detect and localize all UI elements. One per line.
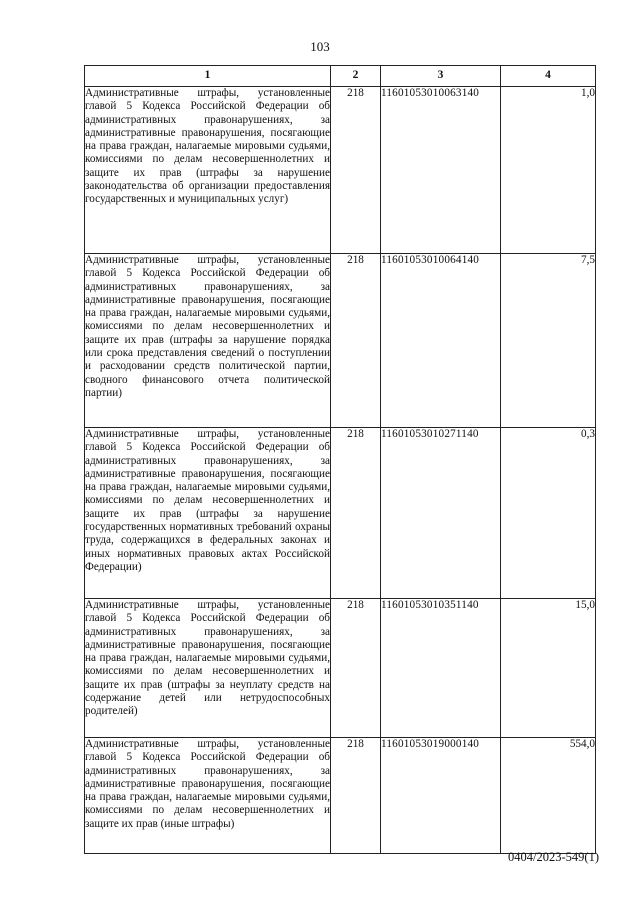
row-description: Административные штрафы, установленные главой 5 Кодекса Российской Федерации об административных правонарушениях, за административные правонарушения, посягающие на права граждан, налагаемые мировыми судьями, комиссиями по делам несовершеннолетних и защите их прав (иные штрафы) — [85, 738, 331, 854]
row-amount: 7,5 — [501, 254, 596, 428]
table-row — [85, 254, 596, 428]
row-amount: 554,0 — [501, 738, 596, 854]
row-amount: 15,0 — [501, 599, 596, 738]
table-row — [85, 87, 596, 254]
row-admin-code: 218 — [331, 428, 381, 599]
row-admin-code: 218 — [331, 87, 381, 254]
column-header-3: 3 — [381, 66, 501, 87]
column-header-4: 4 — [501, 66, 596, 87]
row-amount: 0,3 — [501, 428, 596, 599]
row-kbk-code: 11601053019000140 — [381, 738, 501, 854]
column-header-1: 1 — [85, 66, 331, 87]
budget-revenue-table — [84, 65, 596, 854]
row-admin-code: 218 — [331, 738, 381, 854]
row-kbk-code: 11601053010063140 — [381, 87, 501, 254]
table-row — [85, 428, 596, 599]
table-row — [85, 599, 596, 738]
row-description: Административные штрафы, установленные главой 5 Кодекса Российской Федерации об административных правонарушениях, за административные правонарушения, посягающие на права граждан, налагаемые мировыми судьями, комиссиями по делам несовершеннолетних и защите их прав (штрафы за неуплату средств на содержание детей или нетрудоспособных родителей) — [85, 599, 331, 738]
page-number: 103 — [310, 39, 330, 54]
row-description: Административные штрафы, установленные главой 5 Кодекса Российской Федерации об административных правонарушениях, за административные правонарушения, посягающие на права граждан, налагаемые мировыми судьями, комиссиями по делам несовершеннолетних и защите их прав (штрафы за нарушение порядка или срока представления сведений о поступлении и расходовании средств политической партии, сводного финансового отчета политической партии) — [85, 254, 331, 428]
row-kbk-code: 11601053010064140 — [381, 254, 501, 428]
row-admin-code: 218 — [331, 254, 381, 428]
column-header-2: 2 — [331, 66, 381, 87]
row-description: Административные штрафы, установленные главой 5 Кодекса Российской Федерации об административных правонарушениях, за административные правонарушения, посягающие на права граждан, налагаемые мировыми судьями, комиссиями по делам несовершеннолетних и защите их прав (штрафы за нарушение законодательства об организации предоставления государственных и муниципальных услуг) — [85, 87, 331, 254]
table-header-row — [85, 66, 596, 87]
row-description: Административные штрафы, установленные главой 5 Кодекса Российской Федерации об административных правонарушениях, за административные правонарушения, посягающие на права граждан, налагаемые мировыми судьями, комиссиями по делам несовершеннолетних и защите их прав (штрафы за нарушение государственных нормативных требований охраны труда, содержащихся в федеральных законах и иных нормативных правовых актах Российской Федерации) — [85, 428, 331, 599]
row-amount: 1,0 — [501, 87, 596, 254]
table-row — [85, 738, 596, 854]
row-admin-code: 218 — [331, 599, 381, 738]
row-kbk-code: 11601053010351140 — [381, 599, 501, 738]
document-number: 0404/2023-549(1) — [508, 850, 599, 864]
row-kbk-code: 11601053010271140 — [381, 428, 501, 599]
